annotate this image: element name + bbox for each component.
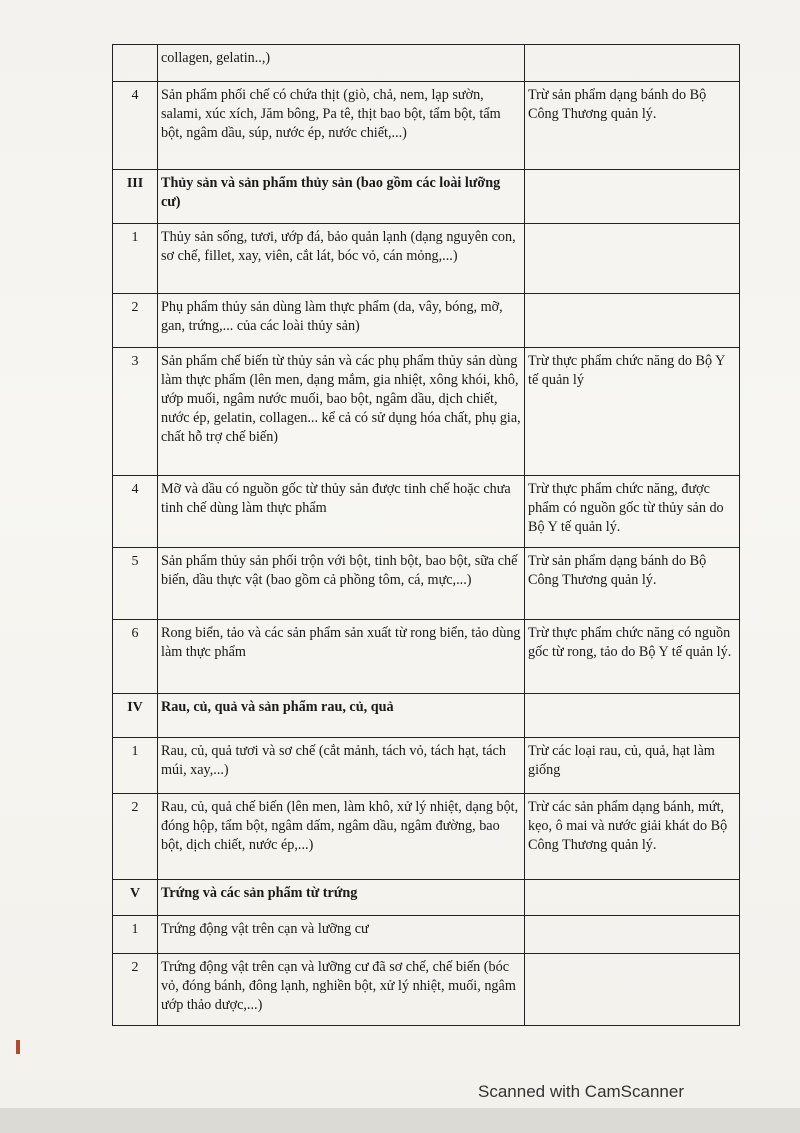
section-row [113, 694, 740, 738]
note-cell: Trừ thực phẩm chức năng do Bộ Y tế quản lý [525, 348, 740, 476]
product-description-cell: Sản phẩm phối chế có chứa thịt (giò, chả, nem, lạp sườn, salami, xúc xích, Jăm bông, Pa tê, thịt bao bột, tẩm bột, tẩm bột, ngâm dầu, súp, nước ép, nước chiết,...) [158, 82, 525, 170]
product-description-cell: Thủy sản và sản phẩm thủy sản (bao gồm các loài lưỡng cư) [158, 170, 525, 224]
note-cell [525, 916, 740, 954]
product-description-cell: Rau, củ, quả và sản phẩm rau, củ, quả [158, 694, 525, 738]
product-description-cell: Sản phẩm thủy sản phối trộn với bột, tinh bột, bao bột, sữa chế biến, dầu thực vật (bao gồm cả phồng tôm, cá, mực,...) [158, 548, 525, 620]
row-number-cell [113, 45, 158, 82]
section-row [113, 170, 740, 224]
row-number-cell: 1 [113, 224, 158, 294]
section-row [113, 880, 740, 916]
table-body [113, 45, 740, 1026]
note-cell [525, 170, 740, 224]
product-description-cell: Trứng động vật trên cạn và lưỡng cư đã sơ chế, chế biến (bóc vỏ, đóng bánh, đông lạnh, nghiền bột, xử lý nhiệt, muối, ngâm ướp thảo dược,...) [158, 954, 525, 1026]
row-number-cell: 3 [113, 348, 158, 476]
product-description-cell: Sản phẩm chế biến từ thủy sản và các phụ phẩm thủy sản dùng làm thực phẩm (lên men, dạng mắm, gia nhiệt, xông khói, khô, ướp muối, ngâm nước muối, bao bột, ngâm dầu, dịch chiết, nước ép, gelatin, collagen... kể cả có sử dụng hóa chất, phụ gia, chất hỗ trợ chế biến) [158, 348, 525, 476]
note-cell: Trừ các sản phẩm dạng bánh, mứt, kẹo, ô mai và nước giải khát do Bộ Công Thương quản lý. [525, 794, 740, 880]
product-description-cell: Thủy sản sống, tươi, ướp đá, bảo quản lạnh (dạng nguyên con, sơ chế, fillet, xay, viên, cắt lát, bóc vỏ, cán mỏng,...) [158, 224, 525, 294]
product-description-cell: Phụ phẩm thủy sản dùng làm thực phẩm (da, vây, bóng, mỡ, gan, trứng,... của các loài thủy sản) [158, 294, 525, 348]
note-cell [525, 294, 740, 348]
product-description-cell: Rau, củ, quả chế biến (lên men, làm khô, xử lý nhiệt, dạng bột, đóng hộp, tẩm bột, ngâm dấm, ngâm dầu, ngâm đường, bao bột, dịch chiết, nước ép,...) [158, 794, 525, 880]
note-cell: Trừ thực phẩm chức năng, được phẩm có nguồn gốc từ thủy sản do Bộ Y tế quản lý. [525, 476, 740, 548]
row-number-cell: 4 [113, 82, 158, 170]
product-description-cell: Rau, củ, quả tươi và sơ chế (cắt mảnh, tách vỏ, tách hạt, tách múi, xay,...) [158, 738, 525, 794]
product-description-cell: collagen, gelatin..,) [158, 45, 525, 82]
row-number-cell: 1 [113, 738, 158, 794]
row-number-cell: 1 [113, 916, 158, 954]
note-cell: Trừ sản phẩm dạng bánh do Bộ Công Thương quản lý. [525, 82, 740, 170]
product-description-cell: Trứng động vật trên cạn và lưỡng cư [158, 916, 525, 954]
row-number-cell: 6 [113, 620, 158, 694]
row-number-cell: 2 [113, 954, 158, 1026]
row-number-cell: V [113, 880, 158, 916]
table-row [113, 916, 740, 954]
row-number-cell: IV [113, 694, 158, 738]
row-number-cell: III [113, 170, 158, 224]
note-cell: Trừ các loại rau, củ, quả, hạt làm giống [525, 738, 740, 794]
note-cell [525, 880, 740, 916]
food-category-table [112, 44, 740, 1026]
table-row [113, 294, 740, 348]
row-number-cell: 2 [113, 794, 158, 880]
table-row [113, 224, 740, 294]
note-cell: Trừ sản phẩm dạng bánh do Bộ Công Thương quản lý. [525, 548, 740, 620]
product-description-cell: Mỡ và dầu có nguồn gốc từ thủy sản được tinh chế hoặc chưa tinh chế dùng làm thực phẩm [158, 476, 525, 548]
table-row [113, 794, 740, 880]
note-cell [525, 694, 740, 738]
product-description-cell: Trứng và các sản phẩm từ trứng [158, 880, 525, 916]
product-description-cell: Rong biển, tảo và các sản phẩm sản xuất từ rong biển, tảo dùng làm thực phẩm [158, 620, 525, 694]
note-cell [525, 45, 740, 82]
row-number-cell: 2 [113, 294, 158, 348]
table-row [113, 738, 740, 794]
note-cell: Trừ thực phẩm chức năng có nguồn gốc từ rong, tảo do Bộ Y tế quản lý. [525, 620, 740, 694]
page-bottom-edge [0, 1108, 800, 1133]
table-row [113, 548, 740, 620]
note-cell [525, 954, 740, 1026]
table-row [113, 82, 740, 170]
row-number-cell: 4 [113, 476, 158, 548]
table-row [113, 954, 740, 1026]
scan-artifact-mark [16, 1040, 20, 1054]
table-row [113, 45, 740, 82]
row-number-cell: 5 [113, 548, 158, 620]
camscanner-footer: Scanned with CamScanner [478, 1082, 685, 1101]
table-row [113, 476, 740, 548]
table-row [113, 620, 740, 694]
note-cell [525, 224, 740, 294]
table-row [113, 348, 740, 476]
